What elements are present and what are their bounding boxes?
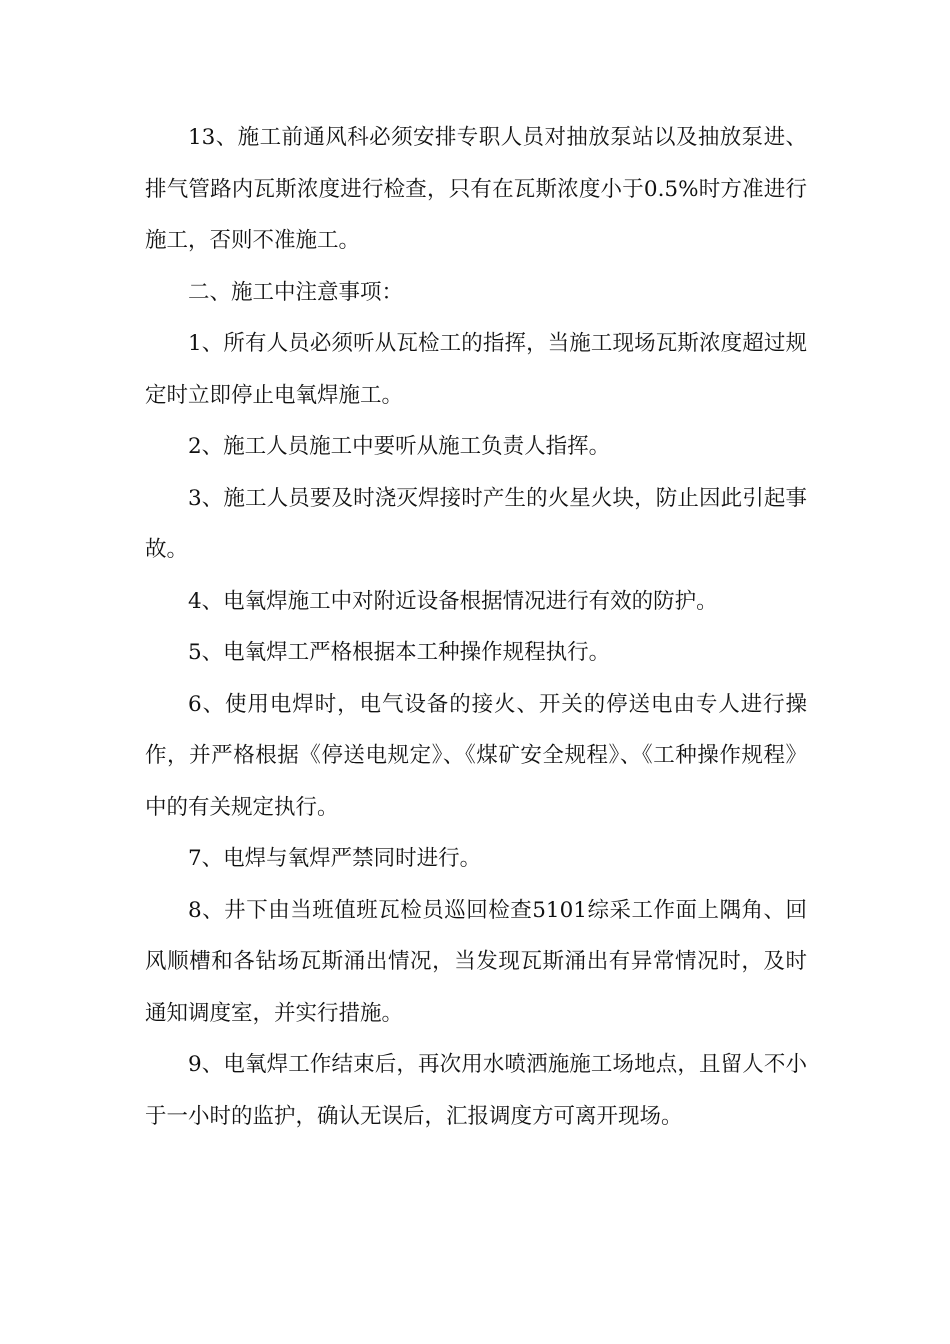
paragraph-item-2: 2、施工人员施工中要听从施工负责人指挥。 [188, 434, 611, 459]
paragraph-item-8: 8、井下由当班值班瓦检员巡回检查5101综采工作面上隅角、回风顺槽和各钻场瓦斯涌出情况，当发现瓦斯涌出有异常情况时，及时通知调度室，并实行措施。 [145, 897, 807, 1026]
document-body [145, 112, 807, 1142]
paragraph-item-5: 5、电氧焊工严格根据本工种操作规程执行。 [188, 640, 611, 665]
paragraph-item-4: 4、电氧焊施工中对附近设备根据情况进行有效的防护。 [188, 588, 718, 614]
section-heading-construction-notes: 二、施工中注意事项： [188, 279, 404, 305]
paragraph-item-1: 1、所有人员必须听从瓦检工的指挥，当施工现场瓦斯浓度超过规定时立即停止电氧焊施工。 [145, 331, 807, 408]
paragraph-item-7: 7、电焊与氧焊严禁同时进行。 [188, 846, 482, 871]
paragraph-item-9: 9、电氧焊工作结束后，再次用水喷洒施施工场地点，且留人不小于一小时的监护，确认无误后，汇报调度方可离开现场。 [145, 1052, 807, 1129]
paragraph-item-6: 6、使用电焊时，电气设备的接火、开关的停送电由专人进行操作，并严格根据《停送电规定》、《煤矿安全规程》、《工种操作规程》中的有关规定执行。 [145, 691, 807, 820]
paragraph-item-13-gas-check: 13、施工前通风科必须安排专职人员对抽放泵站以及抽放泵进、排气管路内瓦斯浓度进行检查，只有在瓦斯浓度小于0.5%时方准进行施工，否则不准施工。 [145, 125, 807, 253]
paragraph-item-3: 3、施工人员要及时浇灭焊接时产生的火星火块，防止因此引起事故。 [145, 485, 807, 562]
